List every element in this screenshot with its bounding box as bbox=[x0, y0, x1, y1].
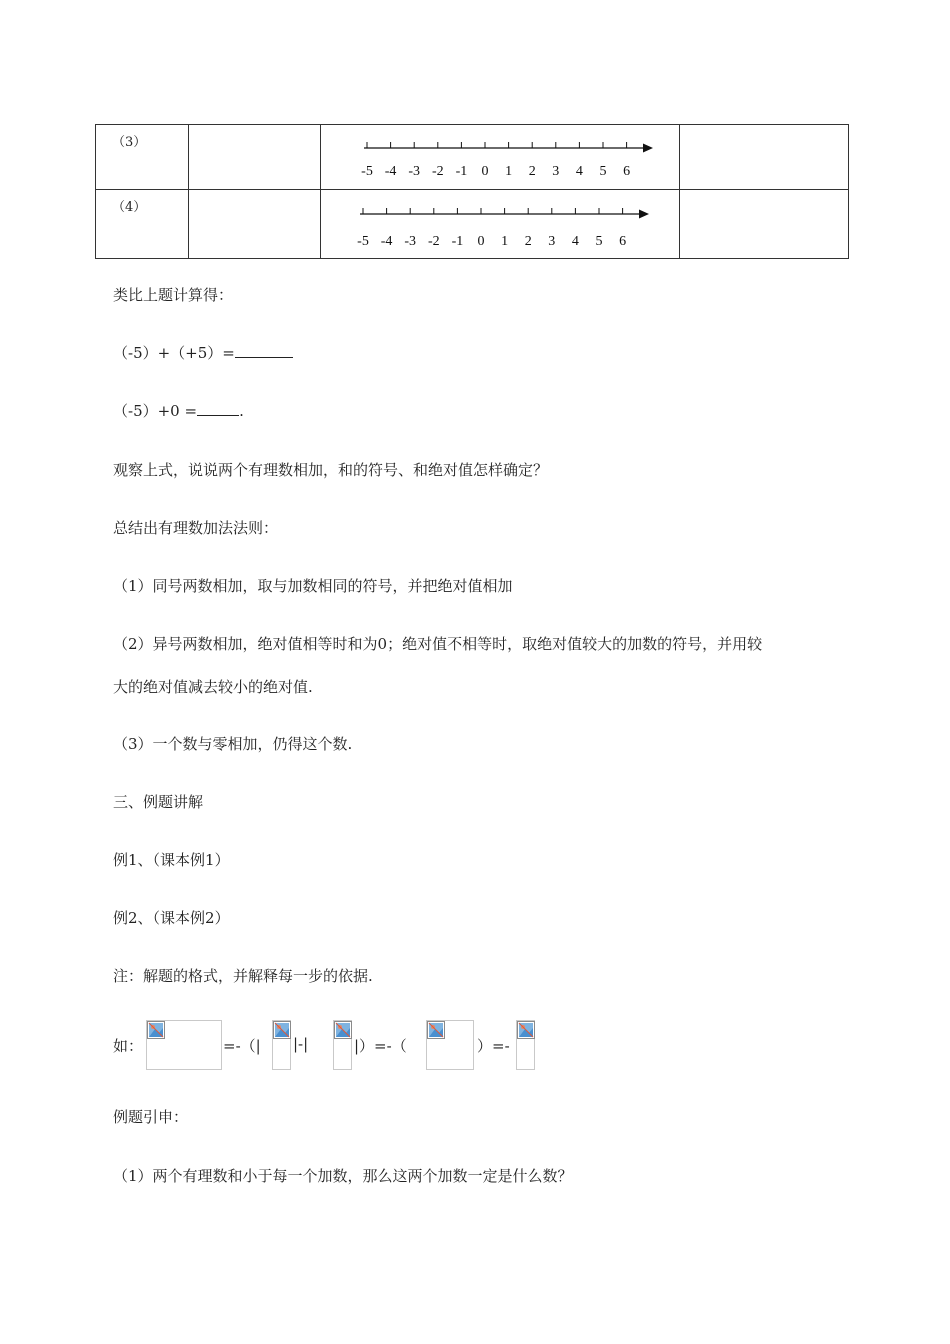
number-line-tick-label: 6 bbox=[623, 164, 631, 179]
answer-blank[interactable] bbox=[197, 401, 239, 416]
arrow-head-icon bbox=[639, 210, 649, 219]
number-line-tick-label: -2 bbox=[431, 164, 444, 179]
example-2: 例2、（课本例2） bbox=[113, 909, 230, 927]
number-line-3 bbox=[321, 125, 680, 189]
arrow-head-icon bbox=[643, 144, 653, 153]
analogy-text: 类比上题计算得： bbox=[113, 286, 234, 304]
broken-image-placeholder bbox=[272, 1020, 291, 1070]
formula-part-3: |）=-（ bbox=[354, 1037, 407, 1055]
equation-2-period: . bbox=[239, 402, 244, 420]
number-line-tick-label: 2 bbox=[524, 234, 532, 249]
equation-2 bbox=[113, 400, 244, 421]
extension-heading: 例题引申： bbox=[113, 1108, 189, 1126]
question-1: （1）两个有理数和小于每一个加数，那么这两个加数一定是什么数？ bbox=[113, 1167, 573, 1185]
empty-cell bbox=[189, 190, 321, 259]
empty-cell bbox=[680, 190, 849, 259]
number-line-tick-label: 4 bbox=[575, 164, 583, 179]
row-label-cell bbox=[96, 190, 189, 259]
number-line-tick-label: 5 bbox=[595, 234, 603, 249]
row-label: （4） bbox=[112, 200, 147, 215]
number-line-tick-label: -1 bbox=[451, 234, 464, 249]
row-label-cell bbox=[96, 125, 189, 190]
number-line-tick-label: 1 bbox=[505, 164, 513, 179]
number-line-tick-label: 2 bbox=[528, 164, 536, 179]
equation-1 bbox=[113, 342, 293, 363]
formula-part-2: |-| bbox=[293, 1035, 309, 1053]
image-icon bbox=[147, 1021, 165, 1039]
example-1: 例1、（课本例1） bbox=[113, 851, 230, 869]
formula-prefix: 如： bbox=[113, 1037, 144, 1055]
number-line-tick-label: -1 bbox=[455, 164, 468, 179]
number-line-tick-label: 4 bbox=[571, 234, 579, 249]
number-line-tick-label: -3 bbox=[404, 234, 417, 249]
broken-image-placeholder bbox=[516, 1020, 535, 1070]
number-line-tick-label: -4 bbox=[380, 234, 393, 249]
empty-cell bbox=[680, 125, 849, 190]
image-icon bbox=[427, 1021, 445, 1039]
answer-blank[interactable] bbox=[235, 343, 293, 358]
section-heading: 三、例题讲解 bbox=[113, 793, 204, 811]
summary-heading: 总结出有理数加法法则： bbox=[113, 519, 279, 537]
rule-2-line-1: （2）异号两数相加，绝对值相等时和为0；绝对值不相等时，取绝对值较大的加数的符号，并用较 bbox=[113, 635, 763, 653]
number-line-tick-label: 0 bbox=[477, 234, 485, 249]
broken-image-placeholder bbox=[333, 1020, 352, 1070]
formula-part-1: =-（| bbox=[223, 1037, 261, 1055]
number-line-tick-label: 3 bbox=[548, 234, 556, 249]
note-text: 注：解题的格式，并解释每一步的依据. bbox=[113, 967, 373, 985]
image-icon bbox=[334, 1021, 352, 1039]
number-line-tick-label: -3 bbox=[408, 164, 421, 179]
broken-image-placeholder bbox=[146, 1020, 222, 1070]
number-line-tick-label: -5 bbox=[357, 234, 369, 249]
formula-example bbox=[113, 1018, 673, 1072]
row-label: （3） bbox=[112, 135, 147, 150]
observe-question: 观察上式，说说两个有理数相加，和的符号、和绝对值怎样确定？ bbox=[113, 461, 549, 479]
number-line-tick-label: 3 bbox=[552, 164, 560, 179]
equation-2-text: （-5）+0 = bbox=[113, 402, 198, 420]
rule-1: （1）同号两数相加，取与加数相同的符号，并把绝对值相加 bbox=[113, 577, 513, 595]
number-line-tick-label: -2 bbox=[427, 234, 440, 249]
image-icon bbox=[517, 1021, 535, 1039]
number-line-table bbox=[95, 124, 849, 259]
table-row bbox=[96, 190, 849, 259]
rule-3: （3）一个数与零相加，仍得这个数. bbox=[113, 735, 353, 753]
number-line-tick-label: 6 bbox=[619, 234, 627, 249]
rule-2-line-2: 大的绝对值减去较小的绝对值. bbox=[113, 678, 313, 696]
formula-part-4: ）=- bbox=[477, 1037, 510, 1055]
number-line-tick-label: 1 bbox=[501, 234, 509, 249]
number-line-tick-label: 0 bbox=[481, 164, 489, 179]
broken-image-placeholder bbox=[426, 1020, 474, 1070]
equation-1-text: （-5）+（+5）= bbox=[113, 344, 235, 362]
empty-cell bbox=[189, 125, 321, 190]
image-icon bbox=[273, 1021, 291, 1039]
number-line-cell bbox=[321, 190, 680, 259]
number-line-tick-label: -5 bbox=[361, 164, 373, 179]
number-line-4 bbox=[321, 190, 680, 258]
number-line-cell bbox=[321, 125, 680, 190]
number-line-tick-label: -4 bbox=[384, 164, 397, 179]
number-line-tick-label: 5 bbox=[599, 164, 607, 179]
table-row bbox=[96, 125, 849, 190]
